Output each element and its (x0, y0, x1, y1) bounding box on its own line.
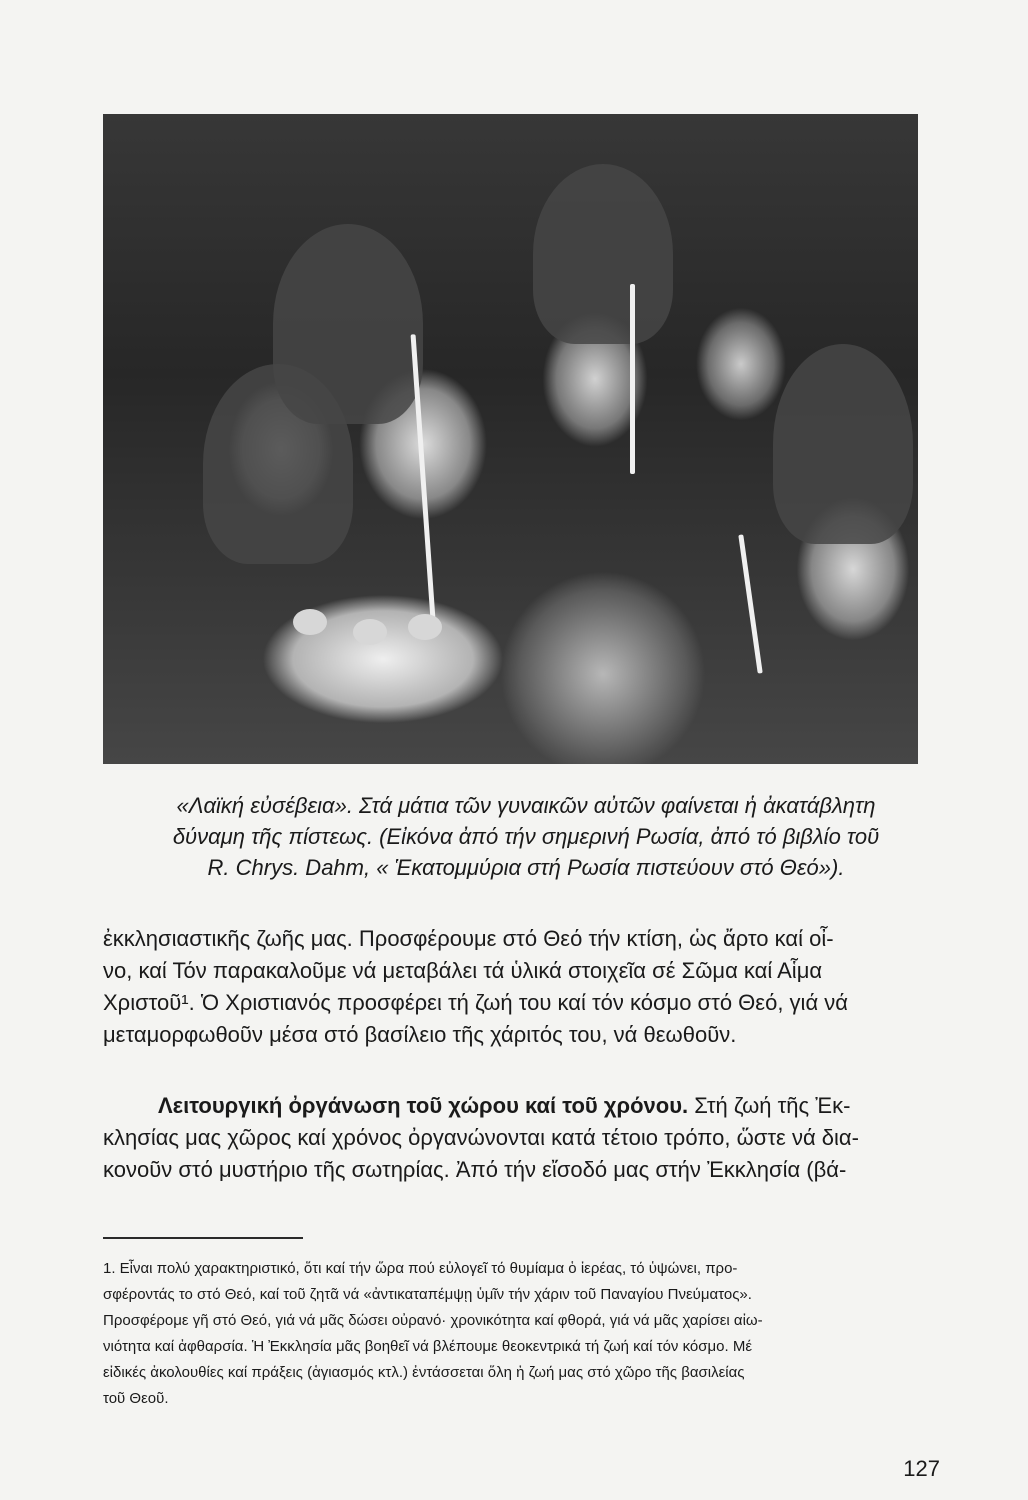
footnote-line: 1. Εἶναι πολύ χαρακτηριστικό, ὅτι καί τήν ὥρα πού εὐλογεῖ τό θυμίαμα ὁ ἱερέας, τό ὑψώνει, προ- (103, 1260, 738, 1277)
photograph-women-with-candles (103, 114, 918, 764)
candle-shape (630, 284, 635, 474)
paragraph-line: Χριστοῦ¹. Ὁ Χριστιανός προσφέρει τή ζωή του καί τόν κόσμο στό Θεό, γιά νά (103, 990, 848, 1015)
paragraph-line (103, 1090, 939, 1122)
page-number: 127 (903, 1456, 940, 1481)
footnote-line: τοῦ Θεοῦ. (103, 1390, 169, 1407)
photo-caption (116, 790, 936, 883)
paragraph-line: κονοῦν στό μυστήριο τῆς σωτηρίας. Ἀπό τήν εἴσοδό μας στήν Ἐκκλησία (βά- (103, 1157, 847, 1182)
caption-line: R. Chrys. Dahm, « Ἑκατομμύρια στή Ρωσία πιστεύουν στό Θεό»). (207, 855, 845, 880)
paragraph-2 (103, 1090, 939, 1186)
caption-line: δύναμη τῆς πίστεως. (Εἰκόνα ἀπό τήν σημερινή Ρωσία, ἀπό τό βιβλίο τοῦ (172, 824, 880, 849)
paragraph-line: ἐκκλησιαστικῆς ζωῆς μας. Προσφέρουμε στό Θεό τήν κτίση, ὡς ἄρτο καί οἶ- (103, 926, 834, 951)
paragraph-line: μεταμορφωθοῦν μέσα στό βασίλειο τῆς χάριτός του, νά θεωθοῦν. (103, 1022, 737, 1047)
footnote-divider (103, 1237, 303, 1239)
candle-shape (738, 534, 762, 673)
egg-shape (293, 609, 327, 635)
footnote-line: νιότητα καί ἀφθαρσία. Ἡ Ἐκκλησία μᾶς βοηθεῖ νά βλέπουμε θεοκεντρικά τή ζωή καί τόν κόσμο. Μέ (103, 1338, 753, 1355)
paragraph-line: κλησίας μας χῶρος καί χρόνος ὀργανώνονται κατά τέτοιο τρόπο, ὥστε νά δια- (103, 1125, 859, 1150)
paragraph-line: νο, καί Τόν παρακαλοῦμε νά μεταβάλει τά ὑλικά στοιχεῖα σέ Σῶμα καί Αἷμα (103, 958, 823, 983)
headscarf-shape (533, 164, 673, 344)
footnote (103, 1256, 939, 1412)
footnote-line: σφέροντάς το στό Θεό, καί τοῦ ζητᾶ νά «ἀντικαταπέμψῃ ὑμῖν τήν χάριν τοῦ Παναγίου Πνεύματος». (103, 1286, 752, 1303)
headscarf-shape (773, 344, 913, 544)
footnote-line: Προσφέρομε γῆ στό Θεό, γιά νά μᾶς δώσει οὐρανό· χρονικότητα καί φθορά, γιά νά μᾶς χαρίσει αἰω- (103, 1312, 763, 1329)
section-heading: Λειτουργική ὀργάνωση τοῦ χώρου καί τοῦ χρόνου. (158, 1093, 689, 1118)
caption-line: «Λαϊκή εὐσέβεια». Στά μάτια τῶν γυναικῶν αὐτῶν φαίνεται ἡ ἀκατάβλητη (176, 793, 876, 818)
egg-shape (353, 619, 387, 645)
candle-shape (411, 334, 437, 634)
headscarf-shape (273, 224, 423, 424)
egg-shape (408, 614, 442, 640)
footnote-line: εἰδικές ἀκολουθίες καί πράξεις (ἁγιασμός κτλ.) ἐντάσσεται ὅλη ἡ ζωή μας στό χῶρο τῆς βασιλείας (103, 1364, 745, 1381)
heading-line-rest: Στή ζωή τῆς Ἐκ- (688, 1093, 851, 1118)
paragraph-1 (103, 923, 939, 1051)
